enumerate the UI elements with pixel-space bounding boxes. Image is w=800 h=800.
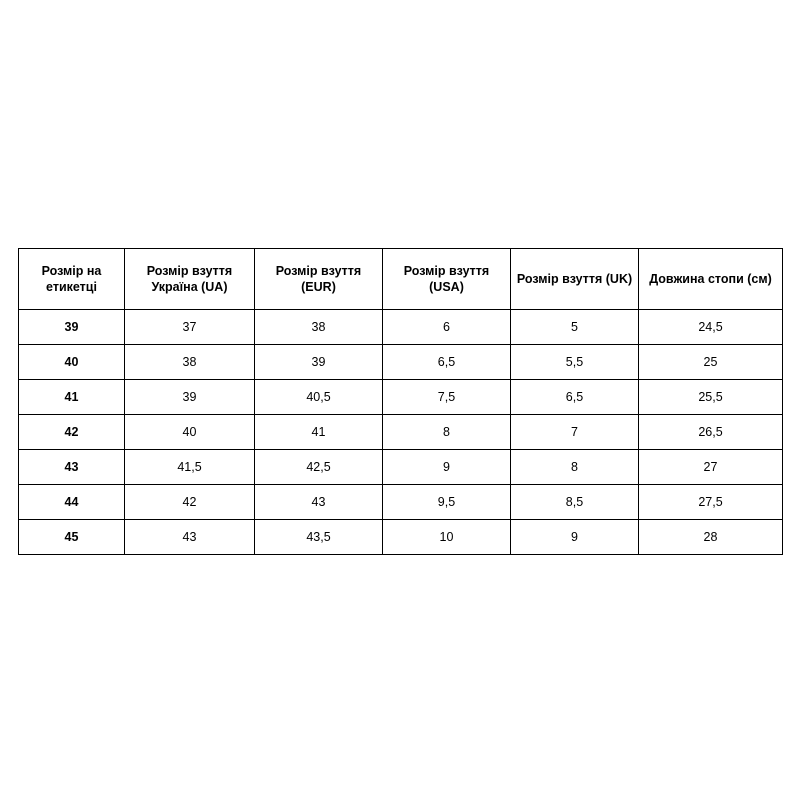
cell-uk-size: 9 xyxy=(511,520,639,555)
cell-ua-size: 40 xyxy=(125,415,255,450)
cell-label-size: 40 xyxy=(19,345,125,380)
cell-usa-size: 9,5 xyxy=(383,485,511,520)
cell-eur-size: 43,5 xyxy=(255,520,383,555)
cell-usa-size: 10 xyxy=(383,520,511,555)
cell-uk-size: 8,5 xyxy=(511,485,639,520)
cell-eur-size: 39 xyxy=(255,345,383,380)
size-chart-container xyxy=(18,248,782,555)
column-header-foot-length: Довжина стопи (см) xyxy=(639,249,783,310)
cell-eur-size: 42,5 xyxy=(255,450,383,485)
cell-foot-length: 25,5 xyxy=(639,380,783,415)
cell-usa-size: 7,5 xyxy=(383,380,511,415)
column-header-uk-size: Розмір взуття (UK) xyxy=(511,249,639,310)
table-row xyxy=(19,485,783,520)
cell-eur-size: 38 xyxy=(255,310,383,345)
column-header-ua-size: Розмір взуття Україна (UA) xyxy=(125,249,255,310)
cell-ua-size: 41,5 xyxy=(125,450,255,485)
cell-label-size: 41 xyxy=(19,380,125,415)
cell-eur-size: 43 xyxy=(255,485,383,520)
cell-foot-length: 28 xyxy=(639,520,783,555)
cell-label-size: 45 xyxy=(19,520,125,555)
table-body xyxy=(19,310,783,555)
cell-uk-size: 8 xyxy=(511,450,639,485)
table-header xyxy=(19,249,783,310)
cell-ua-size: 37 xyxy=(125,310,255,345)
cell-usa-size: 6,5 xyxy=(383,345,511,380)
table-row xyxy=(19,380,783,415)
cell-foot-length: 25 xyxy=(639,345,783,380)
cell-ua-size: 39 xyxy=(125,380,255,415)
cell-ua-size: 38 xyxy=(125,345,255,380)
column-header-eur-size: Розмір взуття (EUR) xyxy=(255,249,383,310)
cell-foot-length: 27 xyxy=(639,450,783,485)
column-header-label-size: Розмір на етикетці xyxy=(19,249,125,310)
table-row xyxy=(19,450,783,485)
cell-ua-size: 43 xyxy=(125,520,255,555)
table-row xyxy=(19,415,783,450)
cell-ua-size: 42 xyxy=(125,485,255,520)
cell-uk-size: 7 xyxy=(511,415,639,450)
cell-eur-size: 40,5 xyxy=(255,380,383,415)
cell-eur-size: 41 xyxy=(255,415,383,450)
table-row xyxy=(19,310,783,345)
column-header-usa-size: Розмір взуття (USA) xyxy=(383,249,511,310)
table-row xyxy=(19,345,783,380)
cell-usa-size: 8 xyxy=(383,415,511,450)
cell-usa-size: 9 xyxy=(383,450,511,485)
cell-uk-size: 6,5 xyxy=(511,380,639,415)
cell-uk-size: 5 xyxy=(511,310,639,345)
cell-uk-size: 5,5 xyxy=(511,345,639,380)
cell-label-size: 44 xyxy=(19,485,125,520)
size-chart-table xyxy=(18,248,783,555)
table-row xyxy=(19,520,783,555)
cell-label-size: 42 xyxy=(19,415,125,450)
cell-label-size: 43 xyxy=(19,450,125,485)
cell-foot-length: 26,5 xyxy=(639,415,783,450)
cell-foot-length: 27,5 xyxy=(639,485,783,520)
cell-foot-length: 24,5 xyxy=(639,310,783,345)
cell-usa-size: 6 xyxy=(383,310,511,345)
table-header-row xyxy=(19,249,783,310)
cell-label-size: 39 xyxy=(19,310,125,345)
